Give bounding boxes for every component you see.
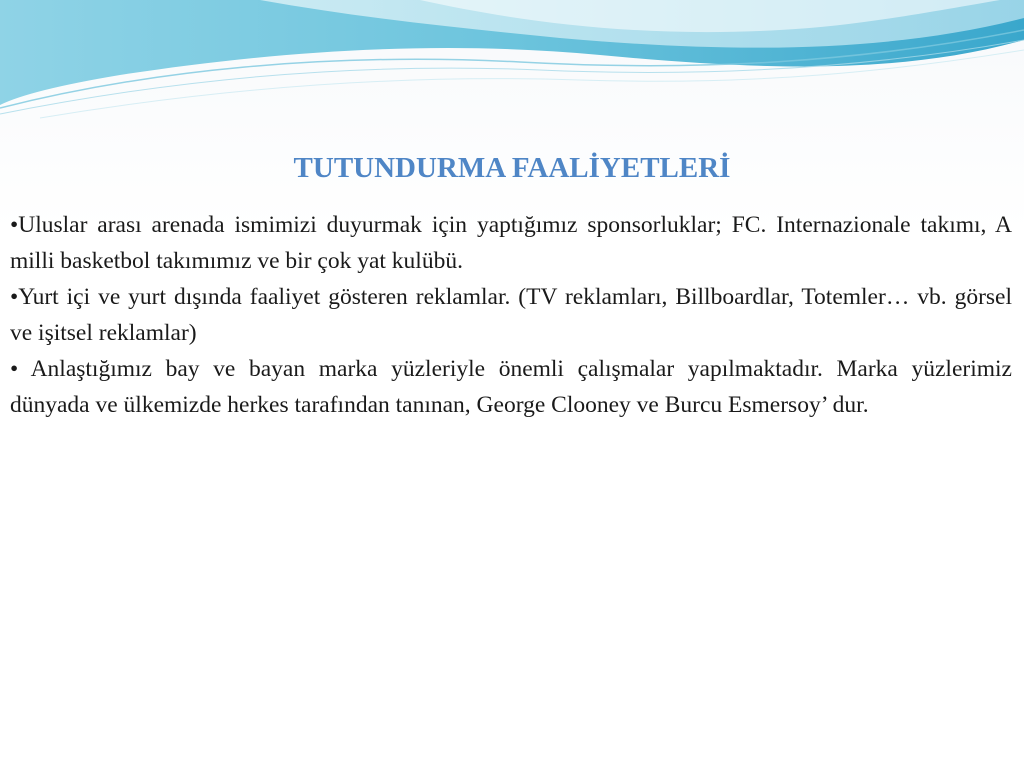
bullet-item-advertising: •Yurt içi ve yurt dışında faaliyet gösteren reklamlar. (TV reklamları, Billboardlar, Totemler… vb. görsel ve işitsel reklamlar) [10,284,1012,346]
slide-title: TUTUNDURMA FAALİYETLERİ [293,152,731,184]
wave-decoration [0,0,1024,120]
bullet-item-brand-faces: • Anlaştığımız bay ve bayan marka yüzleriyle önemli çalışmalar yapılmaktadır. Marka yüzlerimiz dünyada ve ülkemizde herkes tarafından tanınan, George Clooney ve Burcu Esmersoy’ dur. [10,356,1012,418]
bullet-item-sponsorships: •Uluslar arası arenada ismimizi duyurmak için yaptığımız sponsorluklar; FC. Internazionale takımı, A milli basketbol takımımız ve bir çok yat kulübü. [10,212,1012,274]
bullet-list [10,207,1012,423]
